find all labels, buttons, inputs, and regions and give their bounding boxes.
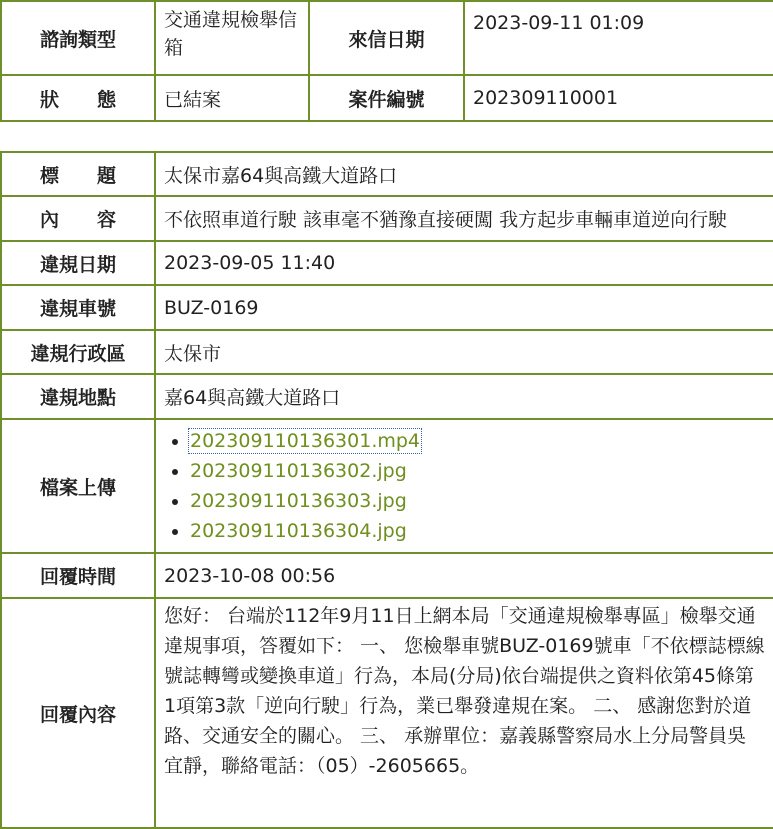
location-value: 嘉64與高鐵大道路口 [155,374,773,419]
file-link-1[interactable]: 202309110136301.mp4 [190,430,421,452]
letter-date-label: 來信日期 [309,1,464,75]
summary-row-status [1,75,773,121]
reply-content-value: 您好： 台端於112年9月11日上網本局「交通違規檢舉專區」檢舉交通違規事項，答覆如下： 一、 您檢舉車號BUZ-0169號車「不依標誌標線號誌轉彎或變換車道」行為，本局(分局)依台端提供之資料依第45條第1項第3款「逆向行駛」行為，業已舉發違規在案。 二、 感謝您對於道路、交通安全的關心。 三、 承辦單位：嘉義縣警察局水上分局警員吳宜靜，聯絡電話：（05）-2605665。 [155,598,773,828]
violation-date-label: 違規日期 [1,241,155,285]
file-list [164,426,765,546]
reply-time-value: 2023-10-08 00:56 [155,553,773,598]
detail-row-reply-time [1,553,773,598]
case-number-label: 案件編號 [309,75,464,121]
violation-date-value: 2023-09-05 11:40 [155,241,773,285]
detail-row-title [1,152,773,196]
subject-label: 標 題 [1,152,155,196]
detail-row-reply [1,598,773,828]
file-list-item [190,516,765,546]
letter-date-value: 2023-09-11 01:09 [464,1,773,75]
district-value: 太保市 [155,330,773,374]
detail-row-violation-date [1,241,773,285]
file-link-4[interactable]: 202309110136304.jpg [190,520,407,542]
inquiry-type-value: 交通違規檢舉信箱 [155,1,309,75]
case-number-value: 202309110001 [464,75,773,121]
detail-row-district [1,330,773,374]
summary-row-type [1,1,773,75]
status-label: 狀 態 [1,75,155,121]
file-list-item [190,486,765,516]
detail-row-plate [1,285,773,330]
detail-row-content [1,196,773,241]
content-value: 不依照車道行駛 該車毫不猶豫直接硬闖 我方起步車輛車道逆向行駛 [155,196,773,241]
case-summary-table [0,0,773,122]
file-upload-cell [155,419,773,553]
file-link-3[interactable]: 202309110136303.jpg [190,490,407,512]
detail-row-files [1,419,773,553]
status-value: 已結案 [155,75,309,121]
reply-time-label: 回覆時間 [1,553,155,598]
subject-value: 太保市嘉64與高鐵大道路口 [155,152,773,196]
location-label: 違規地點 [1,374,155,419]
case-detail-table [0,151,773,829]
content-label: 內 容 [1,196,155,241]
file-upload-label: 檔案上傳 [1,419,155,553]
detail-row-location [1,374,773,419]
district-label: 違規行政區 [1,330,155,374]
inquiry-type-label: 諮詢類型 [1,1,155,75]
file-list-item [190,426,765,456]
file-link-2[interactable]: 202309110136302.jpg [190,460,407,482]
plate-number-value: BUZ-0169 [155,285,773,330]
file-list-item [190,456,765,486]
plate-number-label: 違規車號 [1,285,155,330]
reply-content-label: 回覆內容 [1,598,155,828]
